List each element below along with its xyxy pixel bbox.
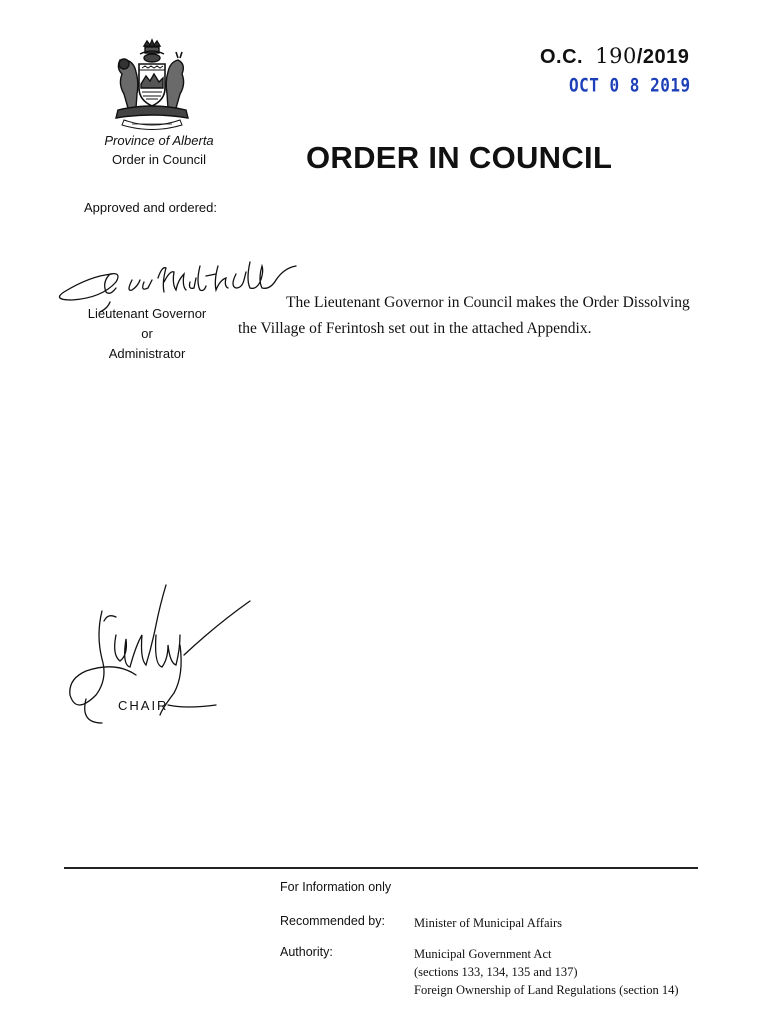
oc-year: /2019	[636, 46, 690, 68]
recommended-by-label: Recommended by:	[280, 914, 385, 928]
role-lieutenant-governor: Lieutenant Governor	[87, 306, 207, 321]
chair-label: CHAIR	[118, 698, 169, 713]
order-number	[540, 44, 689, 69]
alberta-coat-of-arms-icon	[106, 38, 198, 130]
order-text: The Lieutenant Governor in Council makes the Order Dissolving the Village of Ferintosh set out in the attached Appendix.	[238, 294, 690, 337]
province-name: Province of Alberta	[104, 133, 214, 148]
authority-value	[414, 945, 679, 999]
signatory-role	[84, 304, 210, 364]
divider	[64, 867, 698, 869]
authority-line: Foreign Ownership of Land Regulations (section 14)	[414, 983, 679, 997]
approved-text: Approved and ordered:	[84, 200, 217, 215]
role-or: or	[141, 326, 153, 341]
role-administrator: Administrator	[108, 346, 186, 361]
oc-prefix: O.C.	[540, 46, 584, 68]
authority-line: (sections 133, 134, 135 and 137)	[414, 965, 578, 979]
date-stamp: OCT 0 8 2019	[569, 74, 691, 96]
province-subtitle: Order in Council	[112, 152, 206, 167]
authority-label: Authority:	[280, 945, 333, 959]
authority-line: Municipal Government Act	[414, 947, 552, 961]
oc-number: 190	[595, 44, 637, 68]
page-title: ORDER IN COUNCIL	[306, 140, 613, 175]
recommended-by-value: Minister of Municipal Affairs	[414, 916, 563, 930]
info-only-note: For Information only	[280, 880, 392, 894]
